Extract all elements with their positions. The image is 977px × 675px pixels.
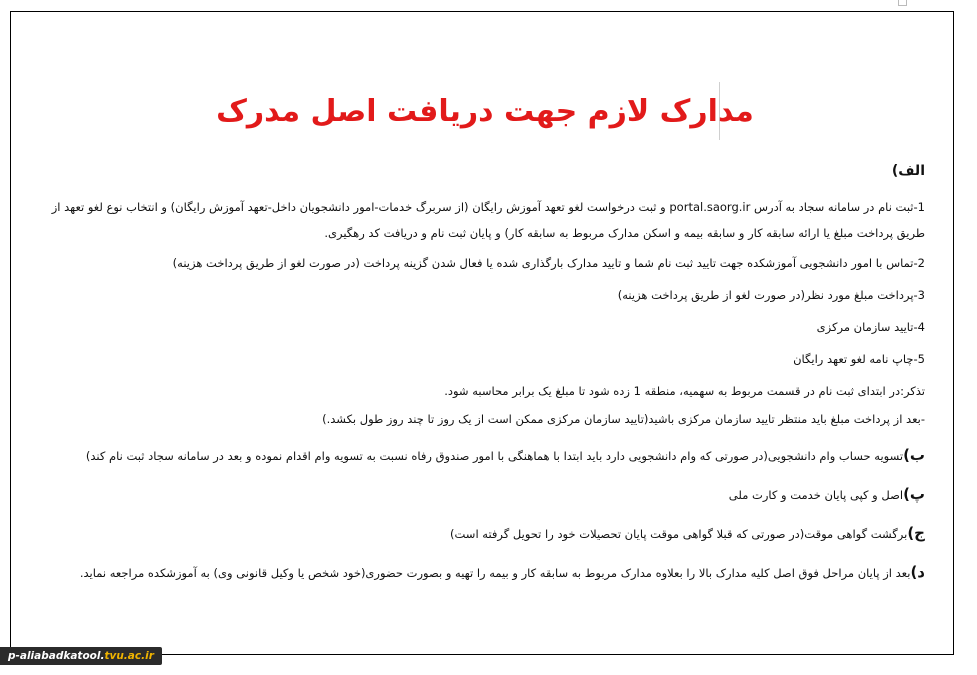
list-item: 3-پرداخت مبلغ مورد نظر(در صورت لغو از طریق پرداخت هزینه) (617, 288, 925, 302)
section-j (35, 520, 925, 547)
section-b (35, 442, 925, 469)
section-a-label: الف) (891, 163, 925, 179)
list-item: 2-تماس با امور دانشجویی آموزشکده جهت تایید ثبت نام شما و تایید مدارک بارگذاری شده یا فعال شدن گزینه پرداخت (در صورت لغو از طریق پرداخت هزینه) (172, 256, 925, 270)
list-item: 5-چاپ نامه لغو تعهد رایگان (793, 352, 925, 366)
list-item: 4-تایید سازمان مرکزی (816, 320, 925, 334)
corner-mark (898, 0, 907, 6)
site-url-badge[interactable] (0, 647, 162, 665)
title-box (216, 82, 754, 140)
section-d (35, 559, 925, 586)
section-p-text: اصل و کپی پایان خدمت و کارت ملی (728, 488, 904, 502)
site-url-part2: tvu.ac.ir (104, 650, 154, 662)
section-p (35, 481, 925, 508)
note-text: -بعد از پرداخت مبلغ باید منتظر تایید سازمان مرکزی باشید(تایید سازمان مرکزی ممکن است از یک روز تا چند روز طول بکشد.) (322, 412, 925, 426)
section-p-label: پ) (903, 485, 925, 503)
section-j-text: برگشت گواهی موقت(در صورتی که قبلا گواهی موقت پایان تحصیلات خود را تحویل گرفته است) (450, 527, 908, 541)
section-d-text: بعد از پایان مراحل فوق اصل کلیه مدارک بالا را بعلاوه مدارک مربوط به سابقه کار و بیمه را تهیه و بصورت حضوری(خود شخص یا وکیل قانونی وی) به آموزشکده مراجعه نماید. (79, 566, 911, 580)
section-b-text: تسویه حساب وام دانشجویی(در صورتی که وام دانشجویی دارد باید ابتدا با هماهنگی با امور صندوق رفاه نسبت به تسویه وام اقدام نموده و بعد در سامانه سجاد ثبت نام کند) (85, 449, 904, 463)
section-d-label: د) (910, 563, 925, 581)
document-frame (10, 11, 954, 655)
list-item: 1-ثبت نام در سامانه سجاد به آدرس portal.saorg.ir و ثبت درخواست لغو تعهد آموزش رایگان (از سربرگ خدمات-امور دانشجویان داخل-تعهد آموزش رایگان) و انتخاب نوع لغو تعهد از طریق پرداخت مبلغ یا ارائه سابقه کار و سابقه بیمه و اسکن مدارک مربوط به سابقه کار) و پایان ثبت نام و دریافت کد رهگیری. (51, 200, 925, 240)
document-body (35, 156, 925, 592)
page-title: مدارک لازم جهت دریافت اصل مدرک (216, 93, 754, 129)
section-b-label: ب) (903, 446, 925, 464)
site-url-part1: p-aliabadkatool. (8, 650, 105, 662)
note-text: تذکر:در ابتدای ثبت نام در قسمت مربوط به سهمیه، منطقه 1 زده شود تا مبلغ یک برابر محاسبه شود. (444, 384, 925, 398)
section-j-label: ج) (907, 524, 925, 542)
